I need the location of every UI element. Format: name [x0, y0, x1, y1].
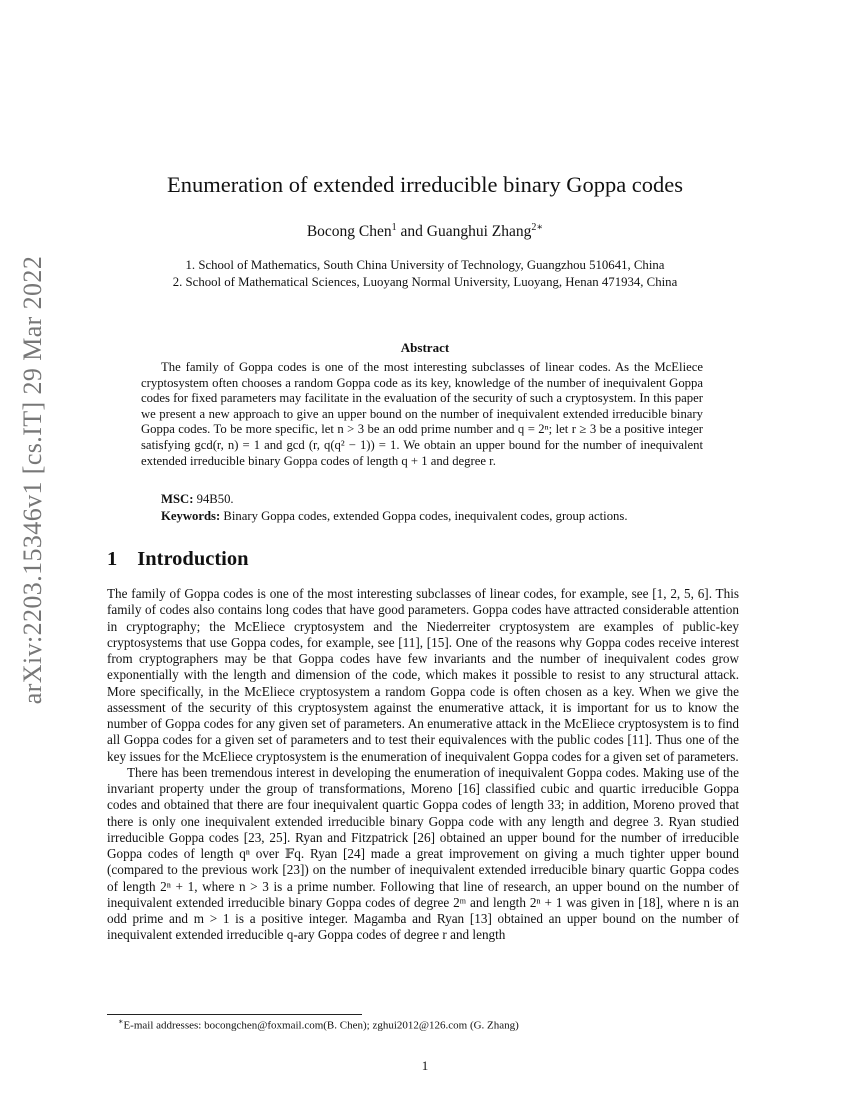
affiliation-1: 1. School of Mathematics, South China University of Technology, Guangzhou 510641, China	[185, 258, 665, 272]
paper-title: Enumeration of extended irreducible binary Goppa codes	[166, 172, 684, 197]
keywords-label: Keywords:	[161, 508, 221, 523]
section-title: Introduction	[137, 548, 249, 570]
author-1-mark: 1	[391, 222, 397, 233]
author-1-name: Bocong Chen	[306, 223, 392, 241]
body-paragraph-2: There has been tremendous interest in developing the enumeration of inequivalent Goppa codes. Making use of the invariant property under the group of transformations, Moreno [16] classified cubic and quartic irreducible Goppa codes and obtained that there are four inequivalent quartic Goppa codes of length 33; in addition, Moreno proved that there is only one inequivalent extended irreducible binary Goppa code with any length and degree 3. Ryan studied irreducible Goppa codes [23, 25]. Ryan and Fitzpatrick [26] obtained an upper bound for the number of irreducible Goppa codes of length qⁿ over 𝔽q. Ryan [24] made a great improvement on giving a much tighter upper bound (compared to the previous work [23]) on the number of inequivalent extended irreducible binary quartic Goppa codes of length 2ⁿ + 1, where n > 3 is a prime number. Following that line of research, an upper bound on the number of inequivalent extended irreducible binary Goppa codes of degree 2ᵐ and length 2ⁿ + 1 was given in [18], where n is an odd prime and m > 1 is a positive integer. Magamba and Ryan [13] obtained an upper bound on the number of inequivalent extended irreducible q-ary Goppa codes of degree r and length	[107, 764, 739, 943]
msc-line	[161, 491, 628, 508]
footnote	[118, 1017, 519, 1032]
footnote-text: E-mail addresses: bocongchen@foxmail.com(B. Chen); zghui2012@126.com (G. Zhang)	[123, 1019, 519, 1032]
body-text	[107, 586, 739, 944]
msc-label: MSC:	[161, 492, 194, 506]
arxiv-sidebar	[0, 0, 64, 1100]
author-connector: and	[396, 223, 427, 241]
arxiv-identifier: arXiv:2203.15346v1 [cs.IT] 29 Mar 2022	[18, 255, 47, 705]
abstract-heading: Abstract	[400, 340, 450, 355]
abstract-metadata	[161, 491, 628, 524]
msc-value: 94B50.	[193, 492, 234, 506]
abstract-text: The family of Goppa codes is one of the most interesting subclasses of linear codes. As the McEliece cryptosystem often chooses a random Goppa code as its key, knowledge of the number of inequivalent Goppa codes for fixed parameters may facilitate in the evaluation of the security of such a cryptosystem. In this paper we present a new approach to give an upper bound on the number of inequivalent extended irreducible binary Goppa codes. To be more specific, let n > 3 be an odd prime number and q = 2ⁿ; let r ≥ 3 be a positive integer satisfying gcd(r, n) = 1 and gcd (r, q(q² − 1)) = 1. We obtain an upper bound for the number of inequivalent extended irreducible binary Goppa codes of length q + 1 and degree r.	[141, 360, 703, 468]
page-number: 1	[421, 1058, 429, 1073]
section-heading	[107, 548, 249, 571]
keywords-value: Binary Goppa codes, extended Goppa codes, inequivalent codes, group actions.	[220, 508, 628, 523]
affiliations	[100, 257, 750, 291]
author-2-mark: 2∗	[531, 222, 544, 233]
author-2-name: Guanghui Zhang	[426, 223, 532, 241]
keywords-line	[161, 508, 628, 525]
body-paragraph-1: The family of Goppa codes is one of the most interesting subclasses of linear codes, for example, see [1, 2, 5, 6]. This family of codes also contains long codes that have good parameters. Goppa codes have attracted considerable attention in cryptography; the McEliece cryptosystem and the Niederreiter cryptosystem are examples of public-key cryptosystems that use Goppa codes, for example, see [11], [15]. One of the reasons why Goppa codes receive interest from cryptographers may be that Goppa codes have few invariants and the number of inequivalent codes grow exponentially with the length and dimension of the code, which makes it possible to resist to any structural attack. More specifically, in the McEliece cryptosystem a random Goppa code is often chosen as a key. When we give the assessment of the security of this cryptosystem against the enumerative attack, it is important for us to know the number of Goppa codes for any given set of parameters. An enumerative attack in the McEliece cryptosystem is to find all Goppa codes for a given set of parameters and to test their equivalences with the public codes [11]. Thus one of the key issues for the McEliece cryptosystem is the enumeration of inequivalent Goppa codes for a given set of parameters.	[107, 586, 739, 764]
author-line	[100, 222, 750, 241]
affiliation-2: 2. School of Mathematical Sciences, Luoyang Normal University, Luoyang, Henan 471934, China	[172, 275, 678, 289]
section-number: 1	[107, 548, 118, 570]
footnote-mark: ∗	[118, 1017, 124, 1026]
footnote-rule	[107, 1014, 362, 1015]
